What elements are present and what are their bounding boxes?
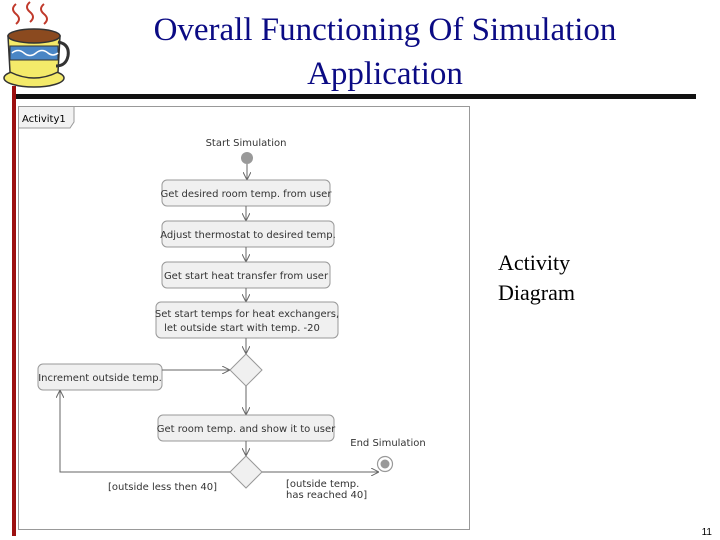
title-divider <box>14 94 696 99</box>
page-number: 11 <box>701 527 712 538</box>
action-adjust-thermostat-label: Adjust thermostat to desired temp. <box>160 230 336 241</box>
action-set-start-temps-label-2: let outside start with temp. -20 <box>164 323 320 334</box>
start-node <box>241 152 253 164</box>
action-get-heat-transfer-label: Get start heat transfer from user <box>163 271 329 282</box>
action-get-room-show-label: Get room temp. and show it to user <box>156 424 336 435</box>
start-label: Start Simulation <box>205 138 287 149</box>
guard-reached-2: has reached 40] <box>286 490 368 501</box>
action-set-start-temps-label-1: Set start temps for heat exchangers, <box>154 309 340 320</box>
left-accent-bar <box>12 86 16 536</box>
frame-tab-label: Activity1 <box>22 114 66 125</box>
action-get-room-temp-label: Get desired room temp. from user <box>160 189 332 200</box>
action-increment-outside-label: Increment outside temp. <box>38 373 162 384</box>
end-node-inner <box>381 460 390 469</box>
end-label: End Simulation <box>350 438 426 449</box>
activity-diagram-label: Activity Diagram <box>498 250 575 305</box>
coffee-cup-icon <box>0 0 70 92</box>
slide-title: Overall Functioning Of Simulation Application <box>153 12 617 92</box>
guard-reached-1: [outside temp. <box>286 479 360 490</box>
activity-diagram <box>18 106 470 530</box>
guard-less-than: [outside less then 40] <box>108 482 218 493</box>
